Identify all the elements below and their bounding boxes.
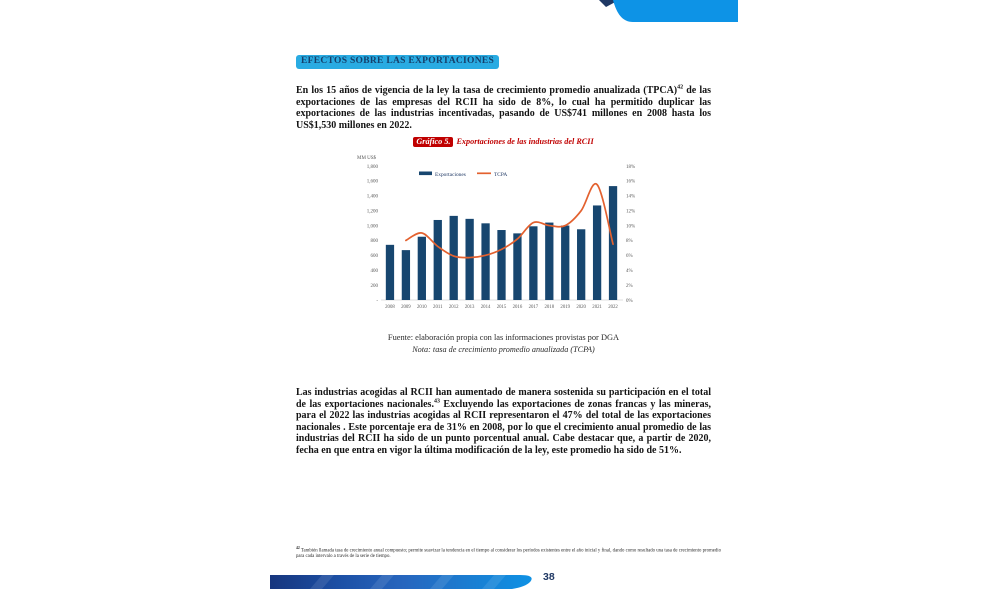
paragraph-intro-text-cont: de las exportaciones de las empresas del RCII ha sido de 8%, lo cual ha permitido duplicar las exportaciones de las industrias incentivadas, pasando de US$741 millones en 2008 hasta los US$1,530 millones en 2022. xyxy=(296,85,712,131)
legend-line-label: TCPA xyxy=(494,172,508,178)
header-blue-shape xyxy=(613,0,738,22)
section-heading: EFECTOS SOBRE LAS EXPORTACIONES xyxy=(296,55,499,69)
left-axis-tick: 600 xyxy=(370,254,378,260)
bar-2020 xyxy=(577,229,585,300)
bar-2015 xyxy=(497,230,505,300)
header-banner-decoration xyxy=(595,0,740,26)
x-axis-tick: 2008 xyxy=(385,305,395,310)
right-axis-tick: 16% xyxy=(626,179,636,185)
bar-2018 xyxy=(545,223,553,300)
footnote-42-number: 42 xyxy=(296,545,300,550)
chart-block xyxy=(296,137,711,327)
bar-2011 xyxy=(434,220,442,300)
bar-2008 xyxy=(386,245,394,300)
right-axis-tick: 14% xyxy=(626,194,636,200)
bar-2016 xyxy=(513,233,521,300)
paragraph-analysis-text: Las industrias acogidas al RCII han aumentado de manera sostenida su participación en el total de las exportaciones nacionales. xyxy=(296,387,711,410)
legend-bar-label: Exportaciones xyxy=(435,172,466,178)
left-axis-tick: 1,800 xyxy=(366,164,378,170)
chart-source: Fuente: elaboración propia con las informaciones provistas por DGA xyxy=(387,333,620,342)
left-axis-tick: 200 xyxy=(370,283,378,289)
right-axis-tick: 12% xyxy=(626,209,636,215)
x-axis-tick: 2013 xyxy=(464,305,475,310)
left-axis-title: MM US$ xyxy=(357,156,377,161)
right-axis-tick: 10% xyxy=(626,224,636,230)
x-axis-tick: 2017 xyxy=(528,305,539,310)
right-axis-tick: 0% xyxy=(626,298,633,304)
x-axis-tick: 2021 xyxy=(592,305,602,310)
bar-2017 xyxy=(529,226,537,300)
left-axis-tick: 800 xyxy=(370,239,378,245)
bar-2012 xyxy=(450,216,458,300)
bar-2010 xyxy=(418,237,426,300)
footnote-reference-42: 42 xyxy=(677,84,684,91)
x-axis-tick: 2010 xyxy=(417,305,427,310)
legend-bar-swatch xyxy=(419,172,432,176)
right-axis-tick: 8% xyxy=(626,239,633,245)
x-axis-tick: 2012 xyxy=(448,305,459,310)
left-axis-tick: 1,400 xyxy=(366,194,378,200)
right-axis-tick: 4% xyxy=(626,269,633,275)
left-axis-tick: 1,600 xyxy=(366,179,378,185)
paragraph-analysis-text-cont: Excluyendo las exportaciones de zonas francas y las mineras, para el 2022 las industrias acogidas al RCII representaron el 47% del total de las exportaciones nacionales . Este porcentaje era de 31% en 2008, por lo que el crecimiento anual promedio de las industrias del RCII ha sido de un punto porcentual anual. Cabe destacar que, a partir de 2020, fecha en que entra en vigor la última modificación de la ley, este promedio ha sido de 51%. xyxy=(296,398,712,456)
bar-2019 xyxy=(561,226,569,300)
x-axis-tick: 2009 xyxy=(401,305,411,310)
x-axis-tick: 2015 xyxy=(496,305,507,310)
chart-title xyxy=(296,137,711,147)
x-axis-tick: 2019 xyxy=(560,305,571,310)
footer-bar-decoration xyxy=(270,575,538,589)
x-axis-tick: 2022 xyxy=(608,305,618,310)
left-axis-tick: 1,200 xyxy=(366,209,378,215)
right-axis-tick: 6% xyxy=(626,254,633,260)
chart-title-badge: Gráfico 5. xyxy=(413,137,453,147)
exports-chart-svg xyxy=(349,150,649,322)
left-axis-tick: - xyxy=(376,298,378,304)
x-axis-tick: 2018 xyxy=(544,305,555,310)
paragraph-intro xyxy=(296,85,711,131)
footnote-reference-43: 43 xyxy=(433,398,440,405)
x-axis-tick: 2011 xyxy=(433,305,443,310)
footnote-42-text: También llamada tasa de crecimiento anual compuesto; permite suavizar la tendencia en el tiempo al considerar los períodos existentes entre el año inicial y final, dando como resultado una tasa de crecimiento promedio para cada intervalo a través de la serie de tiempo. xyxy=(296,548,721,560)
bar-2013 xyxy=(465,219,473,300)
left-axis-tick: 400 xyxy=(370,269,378,275)
chart-note: Nota: tasa de crecimiento promedio anualizada (TCPA) xyxy=(412,345,595,354)
x-axis-tick: 2020 xyxy=(576,305,586,310)
paragraph-analysis xyxy=(296,387,711,457)
right-axis-tick: 2% xyxy=(626,283,633,289)
footnote-42 xyxy=(296,545,721,561)
bar-2009 xyxy=(402,250,410,300)
x-axis-tick: 2016 xyxy=(512,305,523,310)
bar-2014 xyxy=(481,223,489,300)
chart-area xyxy=(349,150,654,327)
bar-2021 xyxy=(593,205,601,300)
x-axis-tick: 2014 xyxy=(480,305,491,310)
chart-title-text: Exportaciones de las industrias del RCII xyxy=(456,137,594,146)
page-number: 38 xyxy=(543,571,555,583)
right-axis-tick: 18% xyxy=(626,164,636,170)
left-axis-tick: 1,000 xyxy=(366,224,378,230)
paragraph-intro-text: En los 15 años de vigencia de la ley la tasa de crecimiento promedio anualizada (TPCA) xyxy=(296,85,678,96)
